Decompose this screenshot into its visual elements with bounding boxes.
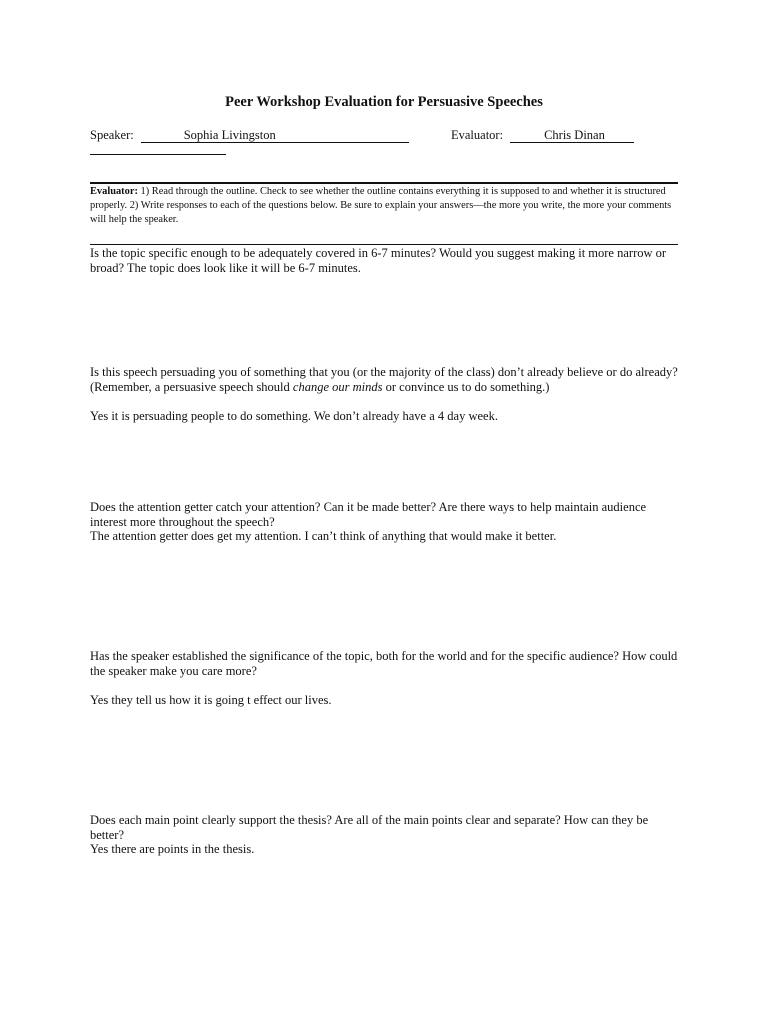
evaluator-name-text: Chris Dinan bbox=[544, 128, 605, 142]
answer-2-text: Yes it is persuading people to do something. We don’t already have a 4 day week. bbox=[90, 409, 498, 423]
question-1 bbox=[90, 246, 682, 275]
evaluator-label: Evaluator: bbox=[451, 128, 504, 142]
answer-1-text: The topic does look like it will be 6-7 minutes. bbox=[126, 260, 361, 275]
speaker-field bbox=[90, 126, 409, 144]
question-2 bbox=[90, 365, 682, 424]
speaker-name-text: Sophia Livingston bbox=[183, 128, 276, 142]
question-3-text: Does the attention getter catch your attention? Can it be made better? Are there ways to help maintain audience interest more throughout the speech? bbox=[90, 500, 647, 529]
document-title: Peer Workshop Evaluation for Persuasive Speeches bbox=[225, 94, 543, 110]
questions-top-rule bbox=[90, 244, 678, 245]
question-2-emphasis: change our minds bbox=[292, 379, 383, 394]
instructions-top-rule bbox=[90, 182, 678, 184]
question-2-text-part-1: Is this speech persuading you of something that you (or the majority of the class) don’t already believe or do already? (Remember, a persuasive speech should bbox=[90, 365, 678, 394]
speaker-name bbox=[141, 128, 409, 143]
instructions-block bbox=[90, 185, 678, 227]
answer-4-text: Yes they tell us how it is going t effect our lives. bbox=[90, 693, 332, 707]
question-5 bbox=[90, 813, 682, 857]
field-continuation-line bbox=[90, 154, 226, 155]
instructions-text: 1) Read through the outline. Check to see whether the outline contains everything it is supposed to and whether it is structured properly. 2) Write responses to each of the questions below. Be sure to explain your answers—the more you write, the more your comments will help the speaker. bbox=[90, 186, 672, 225]
question-4-text: Has the speaker established the significance of the topic, both for the world and for the specific audience? How could the speaker make you care more? bbox=[90, 649, 678, 678]
evaluator-name bbox=[510, 128, 634, 143]
question-1-text: Is the topic specific enough to be adequately covered in 6-7 minutes? Would you suggest making it more narrow or broad? bbox=[90, 246, 667, 275]
question-5-text: Does each main point clearly support the thesis? Are all of the main points clear and separate? How can they be better? bbox=[90, 813, 649, 842]
answer-5-text: Yes there are points in the thesis. bbox=[90, 842, 255, 856]
question-4 bbox=[90, 649, 682, 708]
evaluator-field bbox=[451, 126, 634, 144]
instructions-lead: Evaluator: bbox=[90, 186, 138, 197]
question-2-text-part-2: or convince us to do something.) bbox=[382, 379, 550, 394]
speaker-label: Speaker: bbox=[90, 128, 134, 142]
question-2-text bbox=[90, 365, 682, 394]
answer-3-text: The attention getter does get my attention. I can’t think of anything that would make it better. bbox=[90, 529, 557, 543]
question-3 bbox=[90, 500, 682, 544]
